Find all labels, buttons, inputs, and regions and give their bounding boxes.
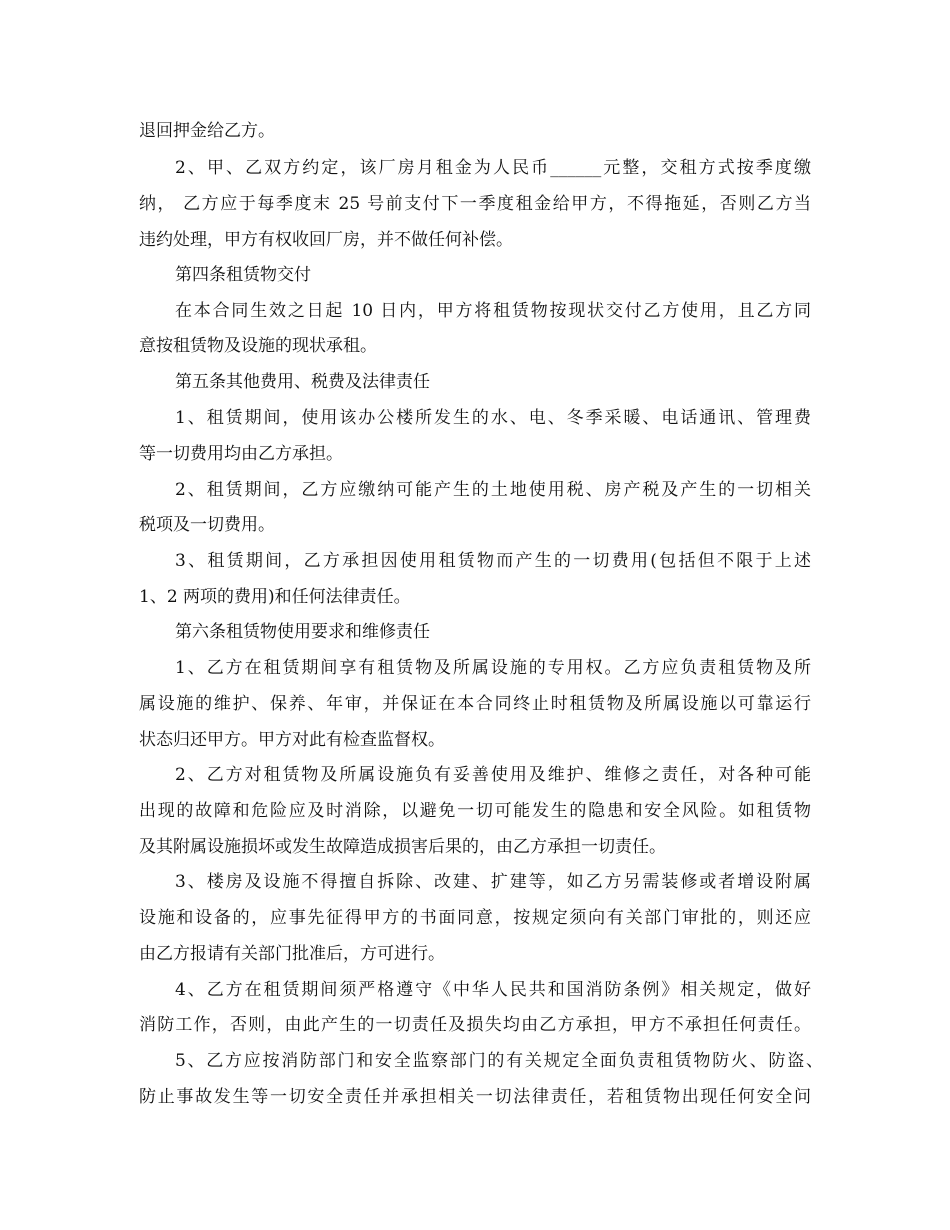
text-line: 状态归还甲方。甲方对此有检查监督权。 xyxy=(139,730,445,750)
text-line: 在本合同生效之日起 10 日内，甲方将租赁物按现状交付乙方使用，且乙方同 xyxy=(175,301,811,321)
text-line: 2、乙方对租赁物及所属设施负有妥善使用及维护、维修之责任，对各种可能 xyxy=(175,765,811,785)
section-heading: 第五条其他费用、税费及法律责任 xyxy=(175,372,430,392)
text-line: 违约处理，甲方有权收回厂房，并不做任何补偿。 xyxy=(139,230,513,250)
text-line: 1、2 两项的费用)和任何法律责任。 xyxy=(139,587,411,607)
text-line: 2、甲、乙双方约定，该厂房月租金为人民币______元整，交租方式按季度缴 xyxy=(175,158,811,178)
section-heading: 第四条租赁物交付 xyxy=(175,265,311,285)
text-line: 4、乙方在租赁期间须严格遵守《中华人民共和国消防条例》相关规定，做好 xyxy=(175,980,811,1000)
text-line: 防止事故发生等一切安全责任并承担相关一切法律责任，若租赁物出现任何安全问 xyxy=(139,1087,811,1107)
text-line: 由乙方报请有关部门批准后，方可进行。 xyxy=(139,944,445,964)
text-line: 5、乙方应按消防部门和安全监察部门的有关规定全面负责租赁物防火、防盗、 xyxy=(175,1051,823,1071)
text-line: 退回押金给乙方。 xyxy=(139,121,275,141)
text-line: 3、楼房及设施不得擅自拆除、改建、扩建等，如乙方另需装修或者增设附属 xyxy=(175,872,811,892)
text-line: 3、租赁期间，乙方承担因使用租赁物而产生的一切费用(包括但不限于上述 xyxy=(175,551,811,571)
text-line: 出现的故障和危险应及时消除，以避免一切可能发生的隐患和安全风险。如租赁物 xyxy=(139,801,811,821)
text-line: 意按租赁物及设施的现状承租。 xyxy=(139,336,377,356)
text-line: 税项及一切费用。 xyxy=(139,515,275,535)
text-line: 1、租赁期间，使用该办公楼所发生的水、电、冬季采暖、电话通讯、管理费 xyxy=(175,408,811,428)
text-line: 1、乙方在租赁期间享有租赁物及所属设施的专用权。乙方应负责租赁物及所 xyxy=(175,658,811,678)
text-line: 属设施的维护、保养、年审，并保证在本合同终止时租赁物及所属设施以可靠运行 xyxy=(139,694,811,714)
text-line: 设施和设备的，应事先征得甲方的书面同意，按规定须向有关部门审批的，则还应 xyxy=(139,908,811,928)
text-line: 2、租赁期间，乙方应缴纳可能产生的土地使用税、房产税及产生的一切相关 xyxy=(175,480,811,500)
text-line: 消防工作，否则，由此产生的一切责任及损失均由乙方承担，甲方不承担任何责任。 xyxy=(139,1015,811,1035)
section-heading: 第六条租赁物使用要求和维修责任 xyxy=(175,622,430,642)
text-line: 纳， 乙方应于每季度末 25 号前支付下一季度租金给甲方，不得拖延，否则乙方当 xyxy=(139,194,811,214)
text-line: 等一切费用均由乙方承担。 xyxy=(139,444,343,464)
text-line: 及其附属设施损坏或发生故障造成损害后果的，由乙方承担一切责任。 xyxy=(139,837,666,857)
